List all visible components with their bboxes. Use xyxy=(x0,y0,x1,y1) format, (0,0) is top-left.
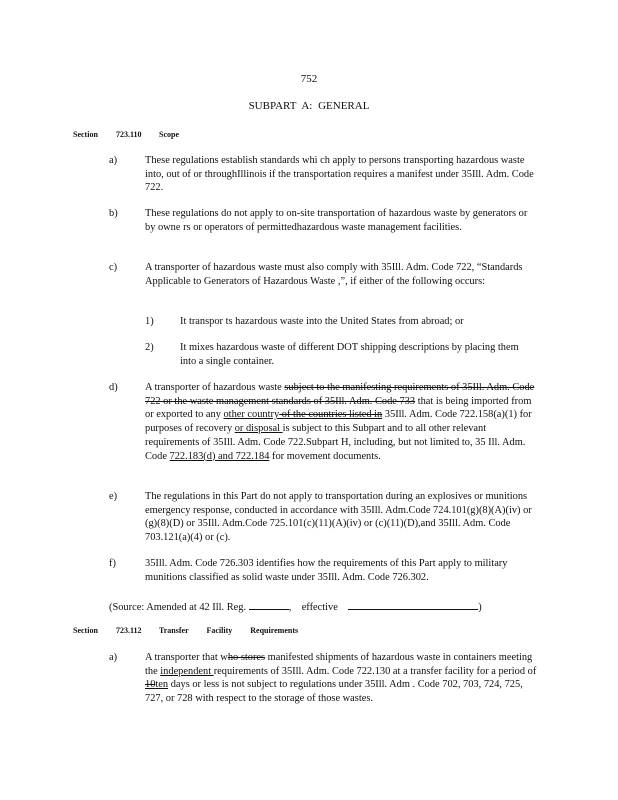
source-comma: , xyxy=(288,602,292,613)
paragraph-text: The regulations in this Part do not apply to transportation during an explosives or munitions emergency response, conducted in accordance with 35Ill. Adm.Code 724.101(g)(8)(A)(iv) or (g)(8)(D) or 35Ill. Adm.Code 725.101(c)(11)(A)(iv) or (c)(11)(D),and 35Ill. Adm. Code 703.121(a)(4) or (c). xyxy=(145,491,532,544)
section-title: Scope xyxy=(159,130,179,139)
paragraph-label: a) xyxy=(109,155,118,166)
deleted-text: 10 xyxy=(145,679,156,691)
text-run: A transporter of hazardous waste xyxy=(145,382,285,393)
section-word: Section xyxy=(73,626,98,635)
effective-date-blank xyxy=(348,598,478,610)
text-run: manifested shipments of hazardous waste in containers meeting the xyxy=(145,652,533,677)
inserted-text: 722.183(d) and 722.184 xyxy=(169,450,270,462)
section-title: Transfer Facility Requirements xyxy=(159,626,299,635)
paragraph-label: b) xyxy=(109,208,118,219)
section-number: 723.112 xyxy=(116,626,142,635)
section-word: Section xyxy=(73,130,98,139)
inserted-text: ten xyxy=(155,679,169,691)
text-run: that is being imported from or exported to any xyxy=(145,395,532,421)
section-number: 723.110 xyxy=(116,130,142,139)
paragraph-label: a) xyxy=(109,652,118,663)
source-prefix: (Source: Amended at 42 Ill. Reg. xyxy=(109,602,247,613)
paragraph-label: f) xyxy=(109,558,116,569)
subpart-title: SUBPART A: GENERAL xyxy=(248,100,370,112)
deleted-text: subject to the manifesting requirements of 35Ill. Adm. Code 722 or the waste management standards of 35Ill. Adm. Code 733 xyxy=(145,382,535,407)
text-run: requirements of 35Ill. Adm. Code 722.130 at a transfer facility for a period of xyxy=(213,665,537,677)
text-run: A transporter that w xyxy=(145,652,228,663)
subparagraph-label: 2) xyxy=(145,342,154,353)
paragraph-text xyxy=(145,381,537,463)
source-close: ) xyxy=(478,602,482,613)
inserted-text: independent xyxy=(160,665,214,677)
text-run: 35Ill. Adm. Code 722.158(a)(1) for purposes of recovery xyxy=(145,409,532,435)
subparagraph-text: It transpor ts hazardous waste into the United States from abroad; or xyxy=(180,316,464,327)
deleted-text: ho stores xyxy=(227,652,266,663)
text-run: is subject to this Subpart and to all other relevant requirements of 35Ill. Adm. Code 722.Subpart H, including, but not limited to, 35 Ill. Adm. Code xyxy=(145,423,526,462)
register-page-blank xyxy=(249,598,289,610)
paragraph-label: d) xyxy=(109,382,118,393)
paragraph-label: e) xyxy=(109,491,118,502)
inserted-text: other country xyxy=(223,409,280,421)
source-line xyxy=(109,598,482,615)
paragraph-text: 35Ill. Adm. Code 726.303 identifies how the requirements of this Part apply to military munitions classified as solid waste under 35Ill. Adm. Code 726.302. xyxy=(145,558,508,583)
text-run: for movement documents. xyxy=(269,450,381,462)
text-run: days or less is not subject to regulations under 35Ill. Adm . Code 702, 703, 724, 725, 727, or 728 with respect to the storage of those wastes. xyxy=(145,679,523,705)
paragraph-text xyxy=(145,651,537,706)
deleted-text: of the countries listed in xyxy=(279,409,383,421)
paragraph-text: These regulations establish standards whi ch apply to persons transporting hazardous waste into, out of or throughIllinois if the transportation requires a manifest under 35Ill. Adm. Code 722. xyxy=(145,155,534,194)
subparagraph-label: 1) xyxy=(145,316,154,327)
subparagraph-text: It mixes hazardous waste of different DOT shipping descriptions by placing them into a single container. xyxy=(180,342,519,367)
paragraph-text: A transporter of hazardous waste must also comply with 35Ill. Adm. Code 722, “Standards Applicable to Generators of Hazardous Waste ,”, if either of the following occurs: xyxy=(145,262,523,287)
page-number: 752 xyxy=(300,73,318,85)
inserted-text: or disposal xyxy=(234,423,283,435)
paragraph-label: c) xyxy=(109,262,118,273)
source-effective: effective xyxy=(301,602,338,613)
paragraph-text: These regulations do not apply to on-site transportation of hazardous waste by generators or by owne rs or operators of permittedhazardous waste management facilities. xyxy=(145,208,528,233)
